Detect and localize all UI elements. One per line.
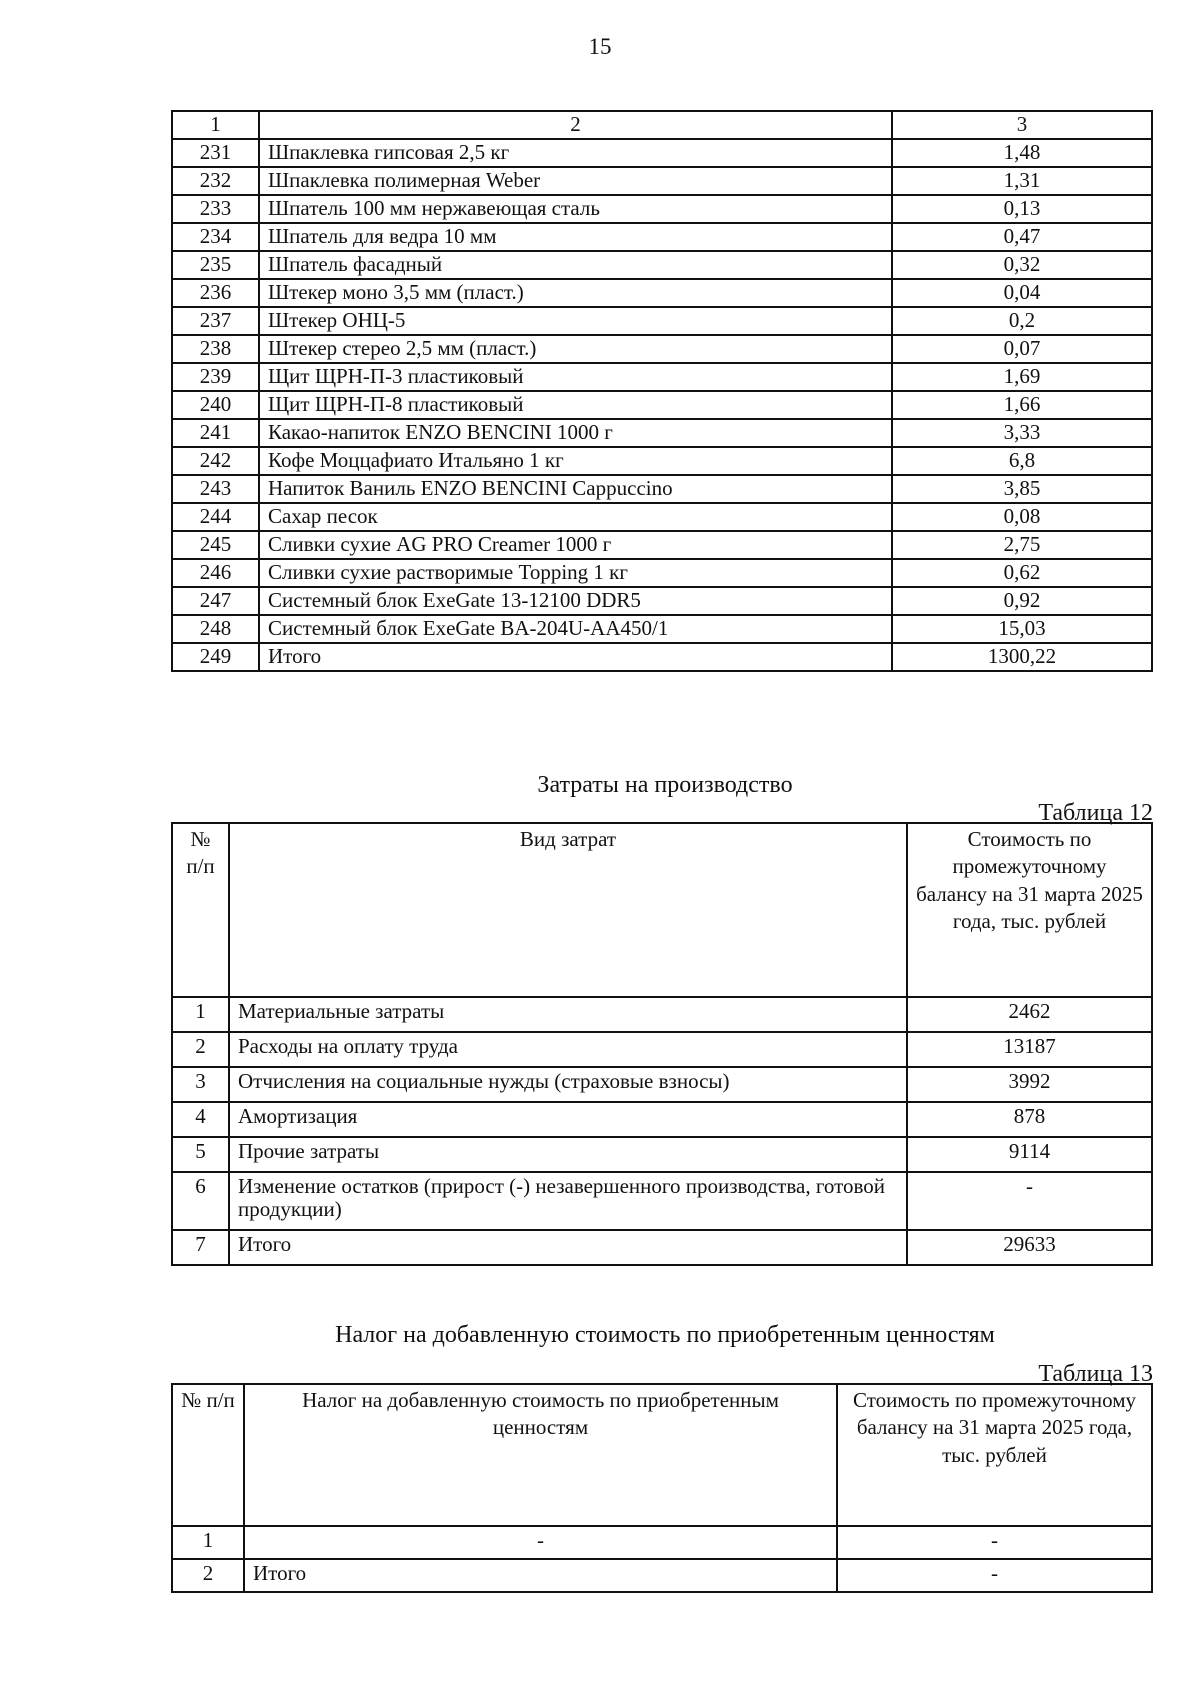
row-number: 234 <box>172 223 259 251</box>
row-number: 245 <box>172 531 259 559</box>
row-name: Штекер моно 3,5 мм (пласт.) <box>259 279 892 307</box>
row-value: - <box>907 1172 1152 1230</box>
row-name: Сливки сухие AG PRO Creamer 1000 г <box>259 531 892 559</box>
row-value: 1,66 <box>892 391 1152 419</box>
row-name: Щит ЩРН-П-3 пластиковый <box>259 363 892 391</box>
row-number: 233 <box>172 195 259 223</box>
table-row <box>172 251 1152 279</box>
row-number: 232 <box>172 167 259 195</box>
column-header-value: Стоимость по промежуточному балансу на 31 марта 2025 года, тыс. рублей <box>907 823 1152 997</box>
table-row <box>172 279 1152 307</box>
row-number: 249 <box>172 643 259 671</box>
row-value: - <box>837 1526 1152 1559</box>
column-header: 3 <box>892 111 1152 139</box>
row-name: Материальные затраты <box>229 997 907 1032</box>
table-row <box>172 307 1152 335</box>
table-row <box>172 167 1152 195</box>
row-name: Шпатель фасадный <box>259 251 892 279</box>
table-row <box>172 587 1152 615</box>
row-value: 0,13 <box>892 195 1152 223</box>
table-row <box>172 447 1152 475</box>
table-row <box>172 195 1152 223</box>
table-row <box>172 1172 1152 1230</box>
table-row <box>172 391 1152 419</box>
row-number: 1 <box>172 997 229 1032</box>
row-number: 240 <box>172 391 259 419</box>
row-name: - <box>244 1526 837 1559</box>
materials-table <box>171 110 1153 672</box>
row-value: 3992 <box>907 1067 1152 1102</box>
table-row <box>172 419 1152 447</box>
column-header-name: Налог на добавленную стоимость по приобретенным ценностям <box>244 1384 837 1526</box>
row-number: 231 <box>172 139 259 167</box>
row-name: Шпатель 100 мм нержавеющая сталь <box>259 195 892 223</box>
row-value: 1300,22 <box>892 643 1152 671</box>
table-header-row <box>172 823 1152 997</box>
table-row <box>172 615 1152 643</box>
row-value: 2462 <box>907 997 1152 1032</box>
table-row <box>172 503 1152 531</box>
row-name: Системный блок ExeGate BA-204U-AA450/1 <box>259 615 892 643</box>
production-costs-table <box>171 822 1153 1266</box>
row-name: Отчисления на социальные нужды (страховые взносы) <box>229 1067 907 1102</box>
row-value: 0,04 <box>892 279 1152 307</box>
row-name: Шпаклевка полимерная Weber <box>259 167 892 195</box>
row-name: Изменение остатков (прирост (-) незавершенного производства, готовой продукции) <box>229 1172 907 1230</box>
row-value: 15,03 <box>892 615 1152 643</box>
row-value: 1,31 <box>892 167 1152 195</box>
row-value: 29633 <box>907 1230 1152 1265</box>
row-value: 0,32 <box>892 251 1152 279</box>
table-row <box>172 363 1152 391</box>
row-number: 1 <box>172 1526 244 1559</box>
row-number: 2 <box>172 1559 244 1592</box>
table-row <box>172 335 1152 363</box>
table-row <box>172 1526 1152 1559</box>
row-value: 13187 <box>907 1032 1152 1067</box>
row-number: 241 <box>172 419 259 447</box>
row-value: 878 <box>907 1102 1152 1137</box>
section-title-costs: Затраты на производство <box>537 772 793 798</box>
row-name: Системный блок ExeGate 13-12100 DDR5 <box>259 587 892 615</box>
row-name: Щит ЩРН-П-8 пластиковый <box>259 391 892 419</box>
row-name: Итого <box>259 643 892 671</box>
row-name: Прочие затраты <box>229 1137 907 1172</box>
table-row <box>172 643 1152 671</box>
row-number: 7 <box>172 1230 229 1265</box>
page-number: 15 <box>588 34 612 59</box>
row-number: 236 <box>172 279 259 307</box>
row-value: 0,2 <box>892 307 1152 335</box>
row-number: 242 <box>172 447 259 475</box>
table-row <box>172 1102 1152 1137</box>
row-value: 3,85 <box>892 475 1152 503</box>
row-name: Какао-напиток ENZO BENCINI 1000 г <box>259 419 892 447</box>
row-number: 235 <box>172 251 259 279</box>
row-value: 1,69 <box>892 363 1152 391</box>
column-header-number: № п/п <box>172 823 229 997</box>
table-row <box>172 1559 1152 1592</box>
table-caption-13: Таблица 13 <box>1038 1361 1153 1387</box>
row-number: 248 <box>172 615 259 643</box>
row-value: 3,33 <box>892 419 1152 447</box>
column-header-name: Вид затрат <box>229 823 907 997</box>
row-number: 244 <box>172 503 259 531</box>
row-name: Штекер ОНЦ-5 <box>259 307 892 335</box>
row-name: Итого <box>244 1559 837 1592</box>
row-name: Амортизация <box>229 1102 907 1137</box>
row-number: 239 <box>172 363 259 391</box>
row-number: 238 <box>172 335 259 363</box>
table-row <box>172 223 1152 251</box>
table-row <box>172 531 1152 559</box>
table-row <box>172 559 1152 587</box>
row-number: 247 <box>172 587 259 615</box>
column-header-number: № п/п <box>172 1384 244 1526</box>
row-number: 246 <box>172 559 259 587</box>
column-header-value: Стоимость по промежуточному балансу на 31 марта 2025 года, тыс. рублей <box>837 1384 1152 1526</box>
row-value: 0,62 <box>892 559 1152 587</box>
row-value: 0,47 <box>892 223 1152 251</box>
row-name: Шпаклевка гипсовая 2,5 кг <box>259 139 892 167</box>
table-header-row <box>172 1384 1152 1526</box>
row-number: 4 <box>172 1102 229 1137</box>
row-number: 5 <box>172 1137 229 1172</box>
row-value: 0,07 <box>892 335 1152 363</box>
table-row <box>172 1137 1152 1172</box>
table-row <box>172 1230 1152 1265</box>
row-name: Напиток Ваниль ENZO BENCINI Cappuccino <box>259 475 892 503</box>
table-row <box>172 1032 1152 1067</box>
row-name: Сахар песок <box>259 503 892 531</box>
table-caption-12: Таблица 12 <box>1038 800 1153 826</box>
table-row <box>172 997 1152 1032</box>
vat-table <box>171 1383 1153 1593</box>
table-row <box>172 1067 1152 1102</box>
row-name: Сливки сухие растворимые Topping 1 кг <box>259 559 892 587</box>
row-number: 6 <box>172 1172 229 1230</box>
table-row <box>172 139 1152 167</box>
row-number: 237 <box>172 307 259 335</box>
row-name: Итого <box>229 1230 907 1265</box>
row-value: 0,92 <box>892 587 1152 615</box>
row-value: 2,75 <box>892 531 1152 559</box>
row-value: 0,08 <box>892 503 1152 531</box>
table-row <box>172 475 1152 503</box>
row-value: 1,48 <box>892 139 1152 167</box>
row-value: 6,8 <box>892 447 1152 475</box>
row-value: 9114 <box>907 1137 1152 1172</box>
row-number: 2 <box>172 1032 229 1067</box>
section-title-vat: Налог на добавленную стоимость по приобретенным ценностям <box>335 1322 995 1348</box>
column-header: 1 <box>172 111 259 139</box>
row-number: 243 <box>172 475 259 503</box>
row-value: - <box>837 1559 1152 1592</box>
row-number: 3 <box>172 1067 229 1102</box>
row-name: Расходы на оплату труда <box>229 1032 907 1067</box>
column-header: 2 <box>259 111 892 139</box>
row-name: Кофе Моццафиато Итальяно 1 кг <box>259 447 892 475</box>
row-name: Штекер стерео 2,5 мм (пласт.) <box>259 335 892 363</box>
row-name: Шпатель для ведра 10 мм <box>259 223 892 251</box>
table-header-row <box>172 111 1152 139</box>
